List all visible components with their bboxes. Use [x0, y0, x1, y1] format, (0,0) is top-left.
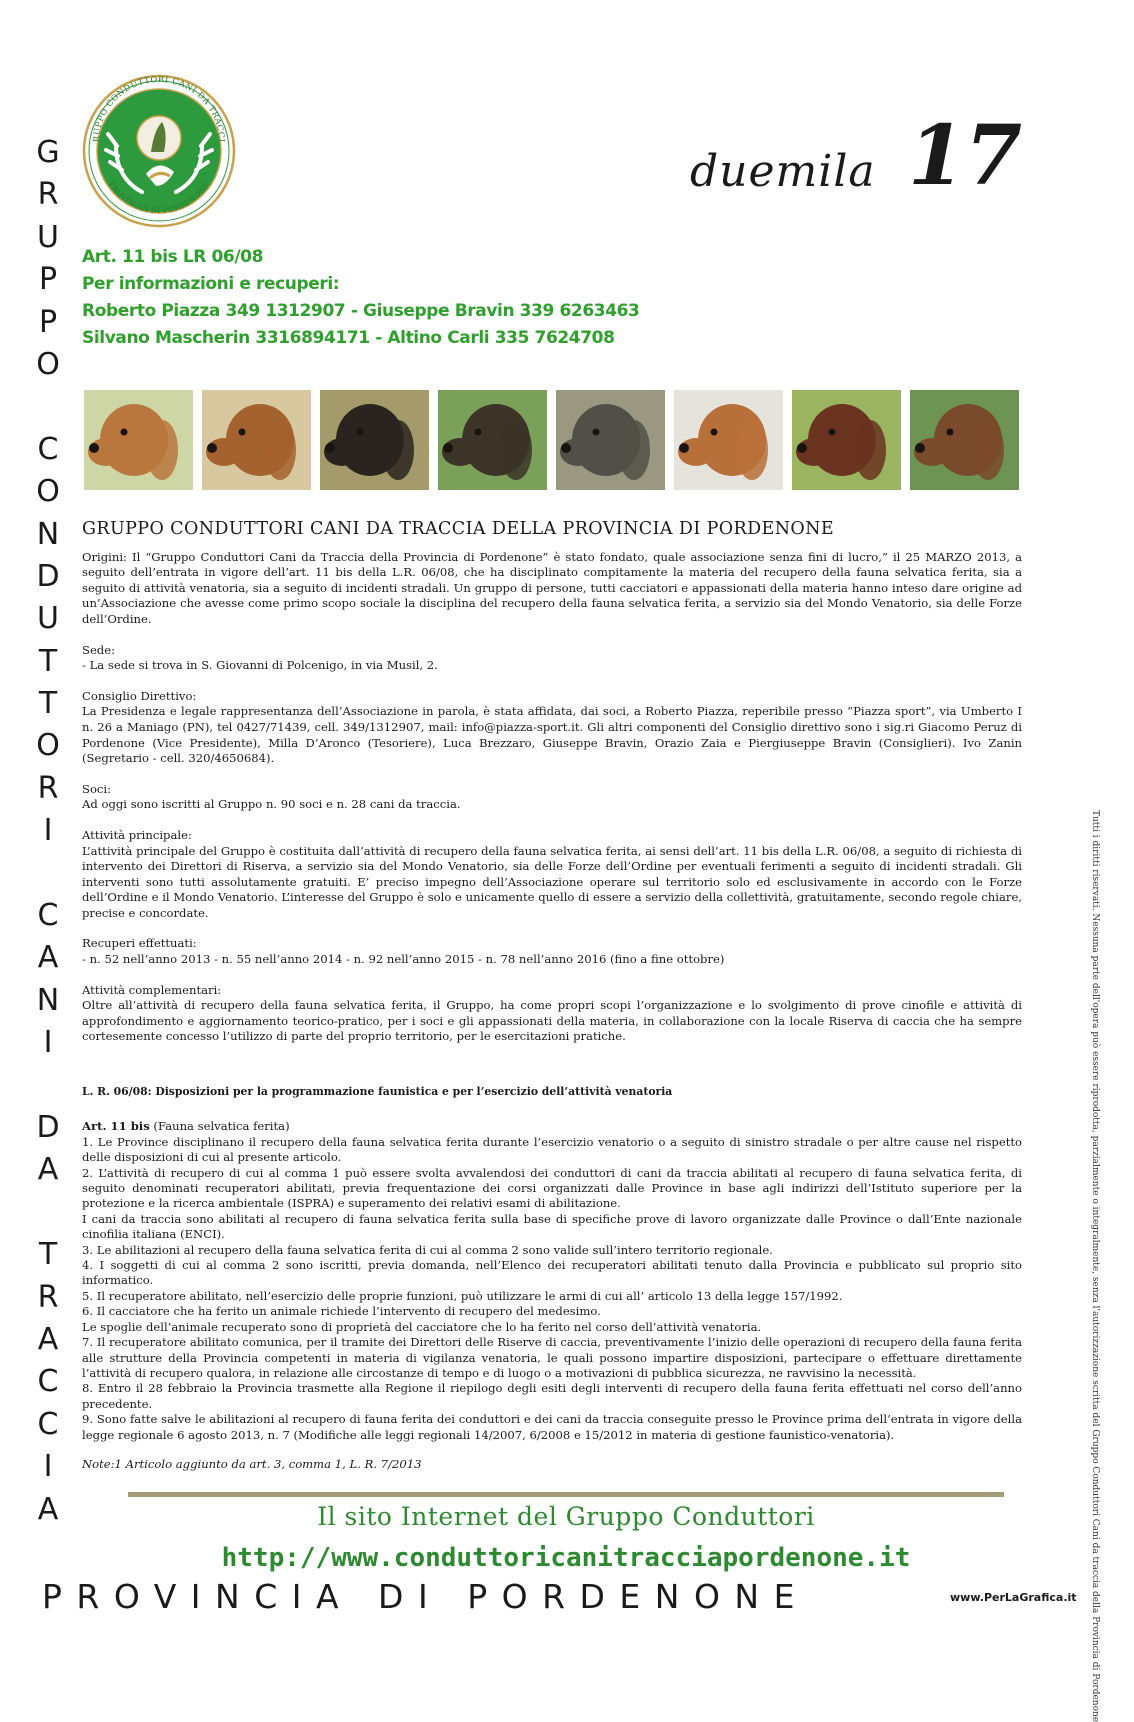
origini-text: Origini: Il “Gruppo Conduttori Cani da Traccia della Provincia di Pordenone” è stato fondato, quale associazione senza fini di lucro,” il 25 MARZO 2013, a seguito dell’entrata in vigore dell’art. 11 bis della L.R. 06/08, che ha disciplinato compitamente la materia del recupero della fauna selvatica ferita, sia a seguito di attività venatoria, sia a seguito di incidenti stradali. Un gruppo di persone, tutti cacciatori e appassionati della materia hanno inteso dare origine ad un’Associazione che avesse come primo scopo sociale la disciplina del recupero della fauna selvatica ferita, a servizio sia del Mondo Venatorio, sia delle Forze dell’Ordine. — [82, 549, 1022, 626]
article-subtitle: (Fauna selvatica ferita) — [149, 1119, 290, 1134]
dog-photo-7 — [792, 390, 901, 490]
dog-photo-2 — [202, 390, 311, 490]
law-paragraph: 3. Le abilitazioni al recupero della fauna selvatica ferita di cui al comma 2 sono valide sull’intero territorio regionale. — [82, 1242, 773, 1257]
vertical-letter: O — [36, 474, 60, 510]
dog-photo-6 — [674, 390, 783, 490]
vertical-letter: T — [38, 1237, 58, 1273]
year-number: 17 — [908, 108, 1023, 204]
vertical-letter: C — [37, 898, 59, 934]
law-paragraph: 6. Il cacciatore che ha ferito un animale richiede l’intervento di recupero del medesimo. — [82, 1304, 601, 1319]
association-logo — [82, 74, 236, 228]
dog-photo — [910, 390, 1019, 490]
vertical-letter: O — [36, 728, 60, 764]
law-paragraph: 8. Entro il 28 febbraio la Provincia trasmette alla Regione il riepilogo degli esiti degli interventi di recupero della fauna ferita effettuati nel corso dell’anno precedente. — [82, 1381, 1022, 1411]
vertical-letter: A — [37, 1321, 59, 1357]
dog-photo-4 — [438, 390, 547, 490]
province-footer: PROVINCIA DI PORDENONE — [42, 1577, 809, 1616]
vertical-letter: C — [37, 431, 59, 467]
dog-photo-1 — [84, 390, 193, 490]
vertical-letter: I — [43, 813, 53, 849]
vertical-letter: A — [37, 940, 59, 976]
sede-text: - La sede si trova in S. Giovanni di Polcenigo, in via Musil, 2. — [82, 658, 438, 673]
logo-emblem-icon — [82, 74, 236, 228]
vertical-title — [24, 132, 72, 1531]
article-heading — [82, 1119, 1022, 1134]
dog-photo — [202, 390, 311, 490]
vertical-letter: D — [36, 1109, 60, 1145]
attivita-text: L’attività principale del Gruppo è costituita dall’attività di recupero della fauna selvatica ferita, ai sensi dell’art. 11 bis della L.R. 06/08, a seguito di richiesta di intervento dei Direttori di Riserva, a servizio sia del Mondo Venatorio, sia delle Forze dell’Ordine per eventuali ferimenti a seguito di incidenti stradali. Gli interventi sono tutti assolutamente gratuiti. E’ preciso impegno dell’Associazione operare sul territorio solo ed esclusivamente in accordo con le Forze dell’Ordine e il Mondo Venatorio. L’interesse del Gruppo è solo e unicamente quello di essere a servizio della collettività, gratuitamente, secondo regole chiare, precise e concordate. — [82, 843, 1022, 920]
law-paragraph: Le spoglie dell’animale recuperato sono di proprietà del cacciatore che lo ha ferito nel corso dell’attività venatoria. — [82, 1319, 762, 1334]
vertical-letter: C — [37, 1406, 59, 1442]
section-title: Soci: — [82, 781, 112, 796]
article-title: GRUPPO CONDUTTORI CANI DA TRACCIA DELLA PROVINCIA DI PORDENONE — [82, 519, 835, 539]
year-heading — [690, 108, 1023, 208]
vertical-gap — [24, 853, 72, 895]
vertical-letter: I — [43, 1025, 53, 1061]
vertical-letter: P — [38, 262, 58, 298]
law-paragraph: 7. Il recuperatore abilitato comunica, per il tramite dei Direttori delle Riserve di caccia, preventivamente l’inizio delle operazioni di recupero della fauna ferita alle strutture della Provincia competenti in materia di vigilanza venatoria, le quali possono impartire disposizioni, partecipare o effettuare direttamente l’attività di recupero qualora, in relazione alle circostanze di tempo e di luogo o a motivazioni di pubblica sicurezza, ne ravvisino la necessità. — [82, 1335, 1022, 1380]
vertical-letter: A — [37, 1152, 59, 1188]
consiglio-text: La Presidenza e legale rappresentanza dell’Associazione in parola, è stata affidata, dai soci, a Roberto Piazza, reperibile presso “Piazza sport”, via Umberto I n. 26 a Maniago (PN), tel 0427/71439, cell. 349/1312907, mail: info@piazza-sport.it. Gli altri componenti del Consiglio direttivo sono i sig.ri Giacomo Peruz di Pordenone (Vice Presidente), Milla D’Aronco (Tesoriere), Luca Brezzaro, Giuseppe Bravin, Orazio Zaia e Piergiuseppe Bravin (Consiglieri). Ivo Zanin (Segretario - cell. 320/4650684). — [82, 704, 1022, 766]
contact-line: Silvano Mascherin 3316894171 - Altino Carli 335 7624708 — [82, 328, 615, 348]
contact-line: Roberto Piazza 349 1312907 - Giuseppe Bravin 339 6263463 — [82, 301, 640, 321]
designer-credit[interactable] — [950, 1591, 1077, 1604]
dog-photo — [556, 390, 665, 490]
law-paragraph: 4. I soggetti di cui al comma 2 sono iscritti, previa domanda, nell’Elenco dei recuperatori abilitati tenuto dalla Provincia e pubblicato sul proprio sito informatico. — [82, 1258, 1022, 1288]
vertical-letter: U — [37, 219, 59, 255]
recuperi-text: - n. 52 nell’anno 2013 - n. 55 nell’anno 2014 - n. 92 nell’anno 2015 - n. 78 nell’anno 2016 (fino a fine ottobre) — [82, 952, 725, 967]
law-text-block — [82, 1084, 1022, 1472]
vertical-letter: T — [38, 643, 58, 679]
vertical-letter: A — [37, 1491, 59, 1527]
copyright-side-note: Tutti i diritti riservati. Nessuna parte dell'opera può essere riprodotta, parzialmente o integralmente, senza l'autorizzazione scritta del Gruppo Conduttori Cani da traccia della Provincia di Pordenone — [1090, 810, 1100, 1722]
year-word: duemila — [690, 146, 876, 197]
website-link[interactable]: http://www.conduttoricanitracciapordenone.it — [221, 1543, 911, 1573]
law-paragraphs — [82, 1135, 1022, 1443]
vertical-letter: G — [36, 135, 60, 170]
logo-bottom-text: PROVINCIA DI PORDENONE — [107, 179, 211, 216]
footer-divider — [128, 1492, 1004, 1497]
vertical-letter: N — [36, 982, 60, 1018]
dog-photo-5 — [556, 390, 665, 490]
dog-photo-strip — [84, 390, 1022, 490]
association-article — [82, 519, 1022, 1060]
section-title: Recuperi effettuati: — [82, 936, 197, 951]
dog-photo — [84, 390, 193, 490]
vertical-letter: C — [37, 1364, 59, 1400]
complementari-text: Oltre all’attività di recupero della fauna selvatica ferita, il Gruppo, ha come propri scopi l’organizzazione e lo svolgimento di prove cinofile e attività di approfondimento e aggiornamento teorico-pratico, per i soci e gli appassionati della materia, in collaborazione con la locale Riserva di caccia che ha sempre cortesemente concesso l’utilizzo di parte del proprio territorio, per le esercitazioni pratiche. — [82, 998, 1022, 1044]
law-paragraph: I cani da traccia sono abilitati al recupero di fauna selvatica ferita sulla base di specifiche prove di lavoro organizzate dalle Province o dall’Ente nazionale cinofilia italiana (ENCI). — [82, 1211, 1022, 1242]
vertical-letter: R — [37, 177, 59, 213]
contacts-block — [82, 244, 639, 352]
vertical-letter: I — [43, 1449, 53, 1485]
dog-photo-8 — [910, 390, 1019, 490]
vertical-gap — [24, 1192, 72, 1234]
law-paragraph: 2. L’attività di recupero di cui al comma 1 può essere svolta avvalendosi dei conduttori di cani da traccia abilitati al recupero di fauna selvatica ferita, di seguito denominati recuperatori abilitati, previa frequentazione dei corsi organizzati dalle Province in base agli indirizzi dell’Istituto superiore per la protezione e la ricerca ambientale (ISPRA) e superamento dei relativi esami di abilitazione. — [82, 1165, 1022, 1211]
law-heading: L. R. 06/08: Disposizioni per la programmazione faunistica e per l’esercizio dell’attività venatoria — [82, 1085, 673, 1098]
soci-text: Ad oggi sono iscritti al Gruppo n. 90 soci e n. 28 cani da traccia. — [82, 797, 461, 812]
vertical-gap — [24, 386, 72, 428]
dog-photo-3 — [320, 390, 429, 490]
dog-photo — [674, 390, 783, 490]
dog-photo — [320, 390, 429, 490]
law-paragraph: 1. Le Province disciplinano il recupero della fauna selvatica ferita durante l’esercizio venatorio o a seguito di sinistro stradale o per altre cause nel rispetto delle disposizioni di cui al presente articolo. — [82, 1134, 1022, 1165]
vertical-letter: O — [36, 346, 60, 382]
vertical-letter: T — [38, 686, 58, 722]
law-reference: Art. 11 bis LR 06/08 — [82, 247, 264, 267]
website-title: Il sito Internet del Gruppo Conduttori — [317, 1502, 815, 1531]
law-paragraph: 9. Sono fatte salve le abilitazioni al recupero di fauna ferita dei conduttori e dei cani da traccia conseguite presso le Province prima dell’entrata in vigore della legge regionale 6 agosto 2013, n. 7 (Modifiche alle leggi regionali 14/2007, 6/2008 e 15/2012 in materia di gestione faunistico-venatoria). — [82, 1412, 1022, 1442]
vertical-letter: N — [36, 516, 60, 552]
section-title: Attività principale: — [82, 827, 192, 842]
credit-text: www.PerLaGrafica.it — [950, 1591, 1077, 1604]
dog-photo — [792, 390, 901, 490]
vertical-letter: U — [37, 601, 59, 637]
article-label: Art. 11 bis — [82, 1119, 150, 1134]
vertical-letter: R — [37, 1279, 59, 1315]
vertical-letter: P — [38, 304, 58, 340]
vertical-letter: D — [36, 558, 60, 594]
info-label: Per informazioni e recuperi: — [82, 274, 340, 294]
dog-photo — [438, 390, 547, 490]
law-paragraph: 5. Il recuperatore abilitato, nell’esercizio delle proprie funzioni, può utilizzare le armi di cui all’ articolo 13 della legge 157/1992. — [82, 1288, 843, 1303]
vertical-letter: R — [37, 770, 59, 806]
section-title: Consiglio Direttivo: — [82, 688, 197, 703]
logo-ring-text: RUPPO CONDUTTORI CANI DA TRACCI — [90, 74, 228, 143]
section-title: Attività complementari: — [82, 982, 222, 997]
vertical-gap — [24, 1065, 72, 1107]
law-note: Note:1 Articolo aggiunto da art. 3, comma 1, L. R. 7/2013 — [82, 1456, 422, 1471]
section-title: Sede: — [82, 642, 115, 657]
